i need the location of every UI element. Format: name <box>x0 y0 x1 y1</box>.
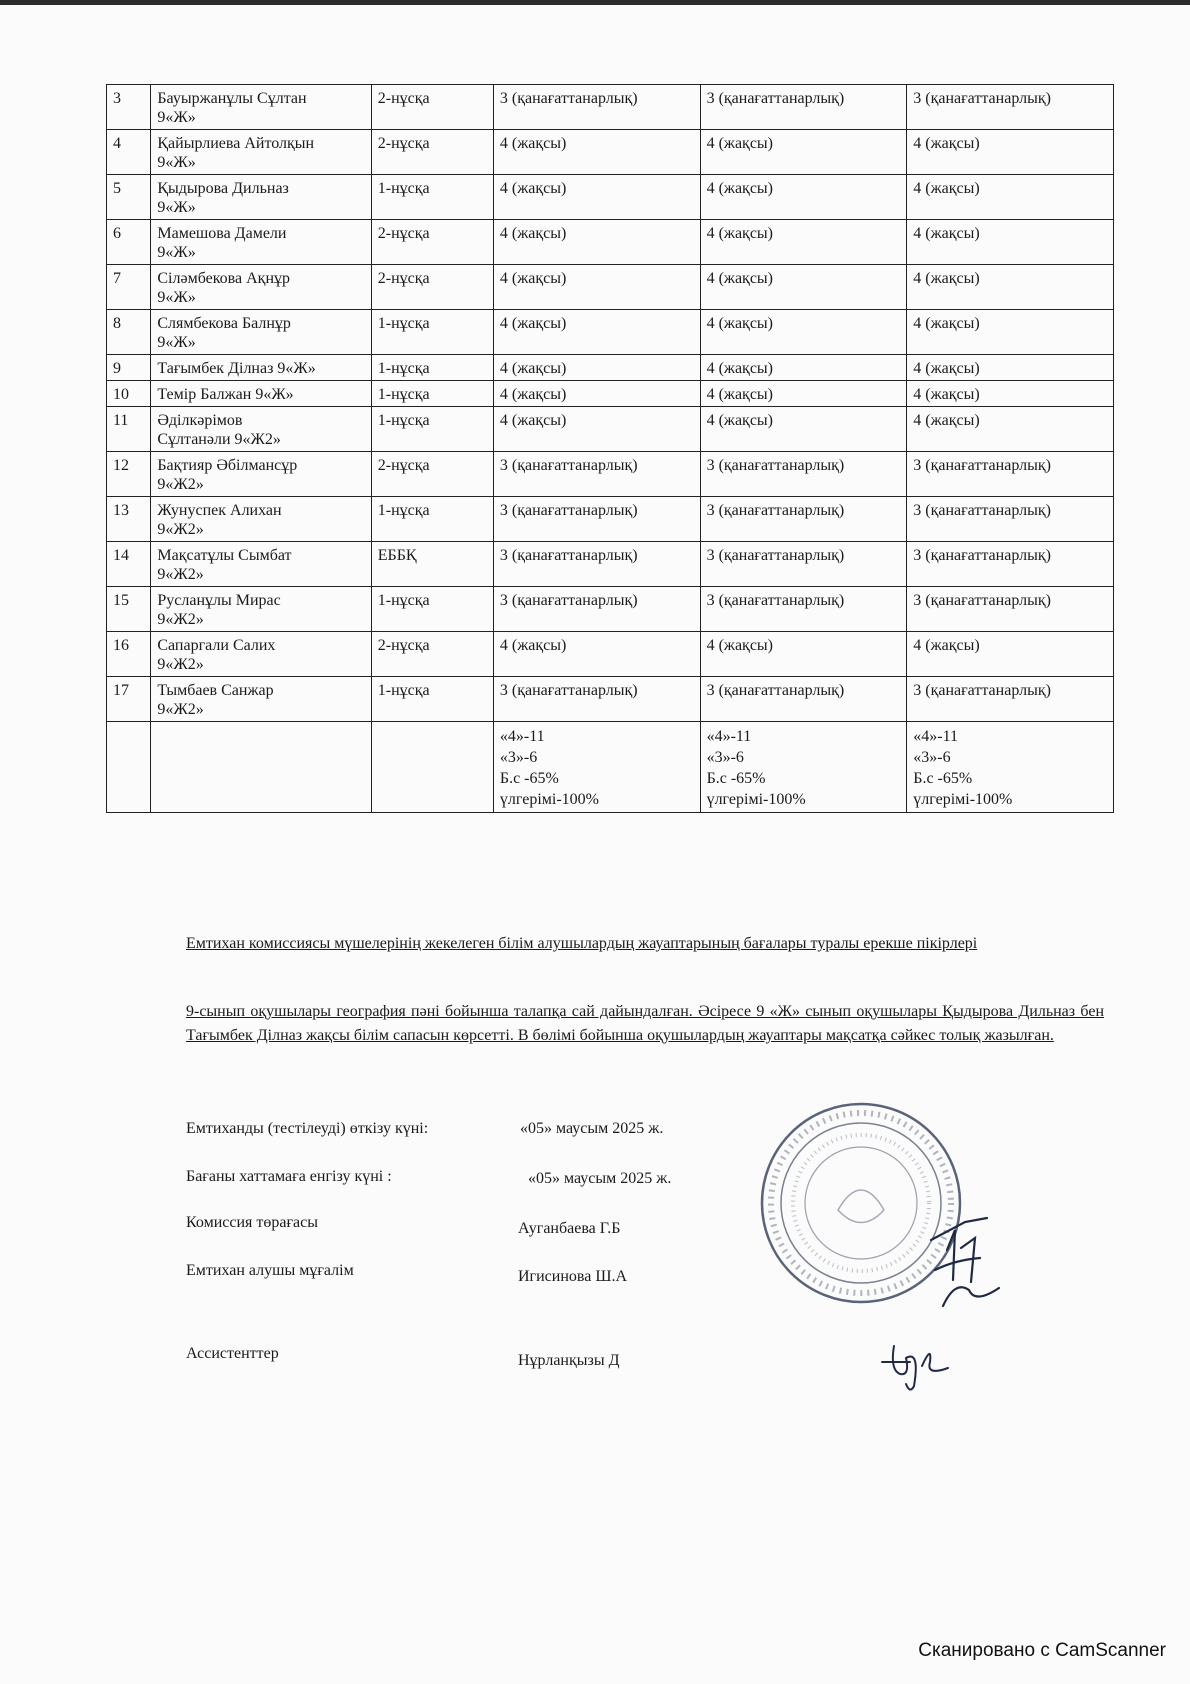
test-variant: 1-нұсқа <box>371 587 493 632</box>
grade-cell-1: 3 (қанағаттанарлық) <box>493 587 700 632</box>
row-number: 11 <box>107 407 151 452</box>
student-name-line-2: 9«Ж» <box>157 199 196 216</box>
summary-empty-cell <box>107 722 151 813</box>
assistants-label: Ассистенттер <box>186 1345 279 1362</box>
grade-cell-1: 4 (жақсы) <box>493 130 700 175</box>
grade-cell-2: 3 (қанағаттанарлық) <box>700 452 907 497</box>
student-name-line-2: Сұлтанәли 9«Ж2» <box>157 431 281 448</box>
summary-line: үлгерімі-100% <box>706 791 806 808</box>
summary-line: Б.с -65% <box>913 770 973 787</box>
test-variant: 1-нұсқа <box>371 381 493 407</box>
test-variant: ЕББҚ <box>371 542 493 587</box>
student-name-line-2: 9«Ж» <box>157 244 196 261</box>
student-name <box>151 130 371 175</box>
grade-cell-3: 4 (жақсы) <box>907 175 1114 220</box>
student-name <box>151 85 371 130</box>
student-name <box>151 175 371 220</box>
grade-cell-3: 4 (жақсы) <box>907 310 1114 355</box>
grade-cell-2: 4 (жақсы) <box>700 355 907 381</box>
student-name <box>151 677 371 722</box>
table-row <box>107 407 1114 452</box>
grade-cell-2: 4 (жақсы) <box>700 407 907 452</box>
grade-cell-2: 4 (жақсы) <box>700 130 907 175</box>
remarks-title: Емтихан комиссиясы мүшелерінің жекелеген білім алушылардың жауаптарының бағалары туралы ерекше пікірлері <box>186 935 978 952</box>
grade-cell-1: 3 (қанағаттанарлық) <box>493 497 700 542</box>
table-row <box>107 130 1114 175</box>
grade-cell-3: 3 (қанағаттанарлық) <box>907 542 1114 587</box>
chair-label: Комиссия төрағасы <box>186 1214 318 1231</box>
summary-empty-cell <box>371 722 493 813</box>
row-number: 14 <box>107 542 151 587</box>
row-number: 9 <box>107 355 151 381</box>
grades-table <box>106 84 1114 813</box>
grade-cell-2: 3 (қанағаттанарлық) <box>700 542 907 587</box>
test-variant: 2-нұсқа <box>371 220 493 265</box>
student-name <box>151 265 371 310</box>
student-name-line-2: 9«Ж» <box>157 334 196 351</box>
test-variant: 2-нұсқа <box>371 632 493 677</box>
table-row <box>107 175 1114 220</box>
test-variant: 1-нұсқа <box>371 310 493 355</box>
student-name-line-1: Мамешова Дамели <box>157 225 287 242</box>
remarks-body: 9-сынып оқушылары география пәні бойынша талапқа сай дайындалған. Әсіресе 9 «Ж» сынып оқушылары Қыдырова Дильназ бен Тағымбек Ділназ жақсы білім сапасын көрсетті. В бөлімі бойынша оқушылардың жауаптары мақсатқа сәйкес толық жазылған. <box>186 1003 1104 1044</box>
table-row <box>107 85 1114 130</box>
grade-cell-2: 4 (жақсы) <box>700 381 907 407</box>
grade-cell-3: 4 (жақсы) <box>907 407 1114 452</box>
student-name-line-2: 9«Ж» <box>157 289 196 306</box>
student-name-line-1: Сапаргали Салих <box>157 637 276 654</box>
summary-line: «3»-6 <box>706 749 744 766</box>
summary-line: «3»-6 <box>913 749 951 766</box>
row-number: 7 <box>107 265 151 310</box>
grade-cell-3: 4 (жақсы) <box>907 220 1114 265</box>
grade-cell-3: 4 (жақсы) <box>907 355 1114 381</box>
test-variant: 1-нұсқа <box>371 677 493 722</box>
student-name <box>151 452 371 497</box>
grade-cell-1: 4 (жақсы) <box>493 310 700 355</box>
assistant-signature-icon <box>880 1340 950 1396</box>
grade-cell-1: 3 (қанағаттанарлық) <box>493 85 700 130</box>
chair-name: Ауганбаева Г.Б <box>518 1220 621 1237</box>
student-name-line-2: 9«Ж2» <box>157 656 204 673</box>
grade-cell-3: 3 (қанағаттанарлық) <box>907 677 1114 722</box>
grade-cell-2: 4 (жақсы) <box>700 265 907 310</box>
grade-cell-2: 3 (қанағаттанарлық) <box>700 677 907 722</box>
summary-cell-2 <box>700 722 907 813</box>
row-number: 15 <box>107 587 151 632</box>
grade-cell-2: 4 (жақсы) <box>700 175 907 220</box>
grade-cell-3: 3 (қанағаттанарлық) <box>907 497 1114 542</box>
summary-line: үлгерімі-100% <box>499 791 599 808</box>
row-number: 5 <box>107 175 151 220</box>
summary-row <box>107 722 1114 813</box>
summary-line: үлгерімі-100% <box>913 791 1013 808</box>
summary-empty-cell <box>151 722 371 813</box>
student-name <box>151 407 371 452</box>
grade-cell-3: 4 (жақсы) <box>907 265 1114 310</box>
student-name-line-1: Тағымбек Ділназ 9«Ж» <box>157 360 316 377</box>
row-number: 12 <box>107 452 151 497</box>
student-name-line-1: Әділкәрімов <box>157 412 243 429</box>
grade-cell-1: 4 (жақсы) <box>493 381 700 407</box>
row-number: 13 <box>107 497 151 542</box>
student-name-line-1: Қыдырова Дильназ <box>157 180 289 197</box>
student-name <box>151 542 371 587</box>
table-row <box>107 677 1114 722</box>
grade-cell-3: 3 (қанағаттанарлық) <box>907 587 1114 632</box>
test-variant: 1-нұсқа <box>371 497 493 542</box>
student-name-line-2: 9«Ж2» <box>157 701 204 718</box>
grade-cell-2: 3 (қанағаттанарлық) <box>700 497 907 542</box>
table-row <box>107 265 1114 310</box>
student-name-line-1: Бақтияр Әбілмансұр <box>157 457 298 474</box>
exam-date-label: Емтиханды (тестілеуді) өткізу күні: <box>186 1120 429 1137</box>
grade-entry-date-value: «05» маусым 2025 ж. <box>528 1170 672 1187</box>
student-name-line-1: Мақсатұлы Сымбат <box>157 547 292 564</box>
row-number: 16 <box>107 632 151 677</box>
summary-cell-3 <box>907 722 1114 813</box>
grade-cell-3: 4 (жақсы) <box>907 381 1114 407</box>
row-number: 8 <box>107 310 151 355</box>
student-name-line-2: 9«Ж2» <box>157 476 204 493</box>
grade-cell-2: 4 (жақсы) <box>700 310 907 355</box>
table-row <box>107 632 1114 677</box>
student-name-line-1: Русланұлы Мирас <box>157 592 281 609</box>
grade-cell-2: 3 (қанағаттанарлық) <box>700 587 907 632</box>
test-variant: 2-нұсқа <box>371 130 493 175</box>
student-name-line-1: Слямбекова Балнұр <box>157 315 291 332</box>
student-name <box>151 355 371 381</box>
grade-entry-date-label: Бағаны хаттамаға енгізу күні : <box>186 1168 392 1185</box>
student-name-line-2: 9«Ж2» <box>157 611 204 628</box>
grade-cell-1: 3 (қанағаттанарлық) <box>493 677 700 722</box>
grade-cell-1: 3 (қанағаттанарлық) <box>493 452 700 497</box>
test-variant: 2-нұсқа <box>371 85 493 130</box>
student-name-line-2: 9«Ж2» <box>157 566 204 583</box>
table-row <box>107 220 1114 265</box>
summary-line: Б.с -65% <box>706 770 766 787</box>
summary-line: Б.с -65% <box>499 770 559 787</box>
student-name-line-1: Қайырлиева Айтолқын <box>157 135 315 152</box>
grade-cell-1: 4 (жақсы) <box>493 632 700 677</box>
student-name-line-1: Тымбаев Санжар <box>157 682 274 699</box>
student-name <box>151 310 371 355</box>
scanner-watermark: Сканировано с CamScanner <box>918 1640 1166 1661</box>
table-row <box>107 542 1114 587</box>
student-name <box>151 632 371 677</box>
student-name <box>151 497 371 542</box>
student-name-line-2: 9«Ж» <box>157 154 196 171</box>
test-variant: 1-нұсқа <box>371 175 493 220</box>
grades-table-body <box>107 85 1114 813</box>
row-number: 17 <box>107 677 151 722</box>
table-row <box>107 497 1114 542</box>
grade-cell-3: 3 (қанағаттанарлық) <box>907 452 1114 497</box>
teacher-label: Емтихан алушы мұғалім <box>186 1262 354 1279</box>
test-variant: 2-нұсқа <box>371 452 493 497</box>
table-row <box>107 355 1114 381</box>
student-name-line-2: 9«Ж» <box>157 109 196 126</box>
student-name <box>151 220 371 265</box>
student-name-line-1: Темір Балжан 9«Ж» <box>157 386 294 403</box>
test-variant: 1-нұсқа <box>371 355 493 381</box>
teacher-name: Игисинова Ш.А <box>518 1268 628 1285</box>
assistants-name: Нұрланқызы Д <box>518 1352 620 1369</box>
summary-cell-1 <box>493 722 700 813</box>
row-number: 3 <box>107 85 151 130</box>
grade-cell-2: 3 (қанағаттанарлық) <box>700 85 907 130</box>
test-variant: 1-нұсқа <box>371 407 493 452</box>
table-row <box>107 452 1114 497</box>
exam-date-value: «05» маусым 2025 ж. <box>520 1120 664 1137</box>
student-name-line-1: Жунуспек Алихан <box>157 502 282 519</box>
grade-cell-3: 4 (жақсы) <box>907 632 1114 677</box>
table-row <box>107 381 1114 407</box>
chair-signature-icon <box>925 1210 1005 1310</box>
summary-line: «4»-11 <box>706 728 752 745</box>
test-variant: 2-нұсқа <box>371 265 493 310</box>
grade-cell-1: 3 (қанағаттанарлық) <box>493 542 700 587</box>
student-name <box>151 587 371 632</box>
student-name-line-2: 9«Ж2» <box>157 521 204 538</box>
grade-cell-1: 4 (жақсы) <box>493 265 700 310</box>
grade-cell-2: 4 (жақсы) <box>700 220 907 265</box>
student-name <box>151 381 371 407</box>
grade-cell-1: 4 (жақсы) <box>493 220 700 265</box>
summary-line: «4»-11 <box>499 728 545 745</box>
row-number: 4 <box>107 130 151 175</box>
grade-cell-1: 4 (жақсы) <box>493 175 700 220</box>
scan-edge <box>0 0 1190 5</box>
grade-cell-3: 4 (жақсы) <box>907 130 1114 175</box>
grade-cell-2: 4 (жақсы) <box>700 632 907 677</box>
grade-cell-3: 3 (қанағаттанарлық) <box>907 85 1114 130</box>
summary-line: «3»-6 <box>499 749 538 766</box>
table-row <box>107 310 1114 355</box>
student-name-line-1: Сіләмбекова Ақнұр <box>157 270 291 287</box>
grade-cell-1: 4 (жақсы) <box>493 407 700 452</box>
table-row <box>107 587 1114 632</box>
grade-cell-1: 4 (жақсы) <box>493 355 700 381</box>
student-name-line-1: Бауыржанұлы Сұлтан <box>157 90 307 107</box>
row-number: 10 <box>107 381 151 407</box>
row-number: 6 <box>107 220 151 265</box>
summary-line: «4»-11 <box>913 728 958 745</box>
